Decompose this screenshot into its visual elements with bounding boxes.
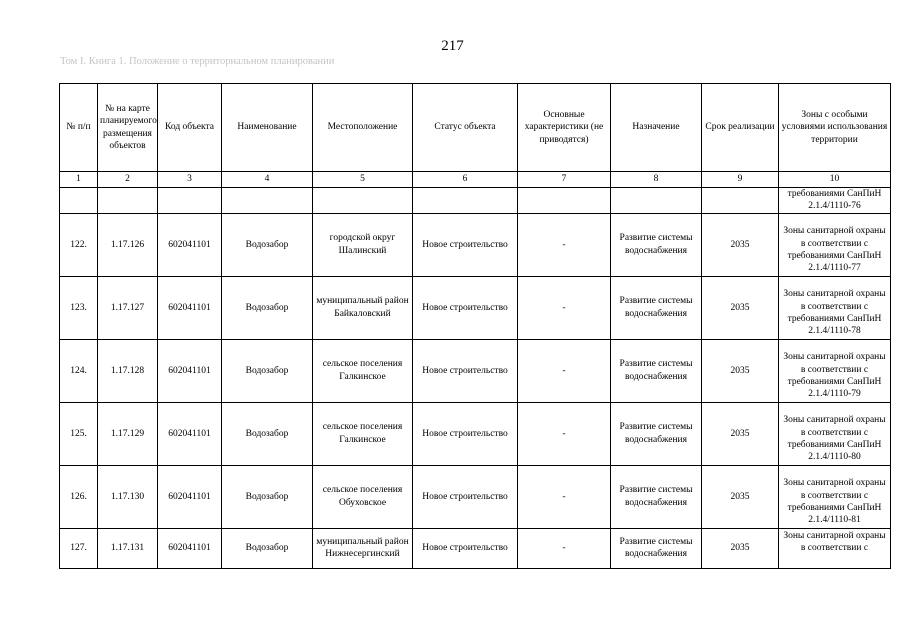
- map-number: 1.17.129: [98, 402, 158, 465]
- object-name: Водозабор: [222, 339, 313, 402]
- object-name: Водозабор: [222, 213, 313, 276]
- column-number-row: [60, 172, 891, 188]
- object-status: Новое строительство: [413, 465, 518, 528]
- header-row: [60, 84, 891, 172]
- zone-cell: Зоны санитарной охраны в соответствии с требованиями СанПиН 2.1.4/1110-77: [779, 213, 891, 276]
- zone-cell: требованиями СанПиН 2.1.4/1110-76: [779, 188, 891, 214]
- location: городской округ Шалинский: [313, 213, 413, 276]
- header-cell: Местоположение: [313, 84, 413, 172]
- map-number: 1.17.126: [98, 213, 158, 276]
- characteristics: -: [518, 213, 611, 276]
- column-number: 10: [779, 172, 891, 188]
- location: сельское поселения Галкинское: [313, 402, 413, 465]
- characteristics: -: [518, 339, 611, 402]
- location: муниципальный район Байкаловский: [313, 276, 413, 339]
- column-number: 4: [222, 172, 313, 188]
- header-cell: Назначение: [611, 84, 702, 172]
- zone-cell: Зоны санитарной охраны в соответствии с требованиями СанПиН 2.1.4/1110-78: [779, 276, 891, 339]
- table-row: [60, 402, 891, 465]
- object-code: 602041101: [158, 276, 222, 339]
- header-cell: № п/п: [60, 84, 98, 172]
- column-number: 6: [413, 172, 518, 188]
- header-cell: Статус объекта: [413, 84, 518, 172]
- header-cell: Наименование: [222, 84, 313, 172]
- location: сельское поселения Галкинское: [313, 339, 413, 402]
- map-number: 1.17.131: [98, 528, 158, 568]
- purpose: Развитие системы водоснабжения: [611, 339, 702, 402]
- row-number: 122.: [60, 213, 98, 276]
- term: 2035: [702, 276, 779, 339]
- table-row: [60, 465, 891, 528]
- characteristics: -: [518, 402, 611, 465]
- zone-cell: Зоны санитарной охраны в соответствии с требованиями СанПиН 2.1.4/1110-80: [779, 402, 891, 465]
- term: 2035: [702, 213, 779, 276]
- object-status: Новое строительство: [413, 213, 518, 276]
- table-row: [60, 213, 891, 276]
- object-code: 602041101: [158, 465, 222, 528]
- location: муниципальный район Нижнесергинский: [313, 528, 413, 568]
- row-number: 124.: [60, 339, 98, 402]
- column-number: 9: [702, 172, 779, 188]
- purpose: Развитие системы водоснабжения: [611, 276, 702, 339]
- characteristics: -: [518, 528, 611, 568]
- term: 2035: [702, 339, 779, 402]
- object-status: Новое строительство: [413, 276, 518, 339]
- running-header: Том I. Книга 1. Положение о территориальном планировании: [60, 56, 335, 67]
- page-number: 217: [441, 38, 464, 54]
- column-number: 7: [518, 172, 611, 188]
- header-cell: Зоны с особыми условиями использования территории: [779, 84, 891, 172]
- purpose: Развитие системы водоснабжения: [611, 402, 702, 465]
- table-row: [60, 276, 891, 339]
- header-cell: Основные характеристики (не приводятся): [518, 84, 611, 172]
- zone-cell: Зоны санитарной охраны в соответствии с требованиями СанПиН 2.1.4/1110-79: [779, 339, 891, 402]
- row-number: 127.: [60, 528, 98, 568]
- column-number: 8: [611, 172, 702, 188]
- characteristics: -: [518, 465, 611, 528]
- column-number: 3: [158, 172, 222, 188]
- zone-cell: Зоны санитарной охраны в соответствии с требованиями СанПиН 2.1.4/1110-81: [779, 465, 891, 528]
- object-name: Водозабор: [222, 402, 313, 465]
- column-number: 2: [98, 172, 158, 188]
- characteristics: -: [518, 276, 611, 339]
- header-cell: № на карте планируемого размещения объектов: [98, 84, 158, 172]
- object-status: Новое строительство: [413, 402, 518, 465]
- object-status: Новое строительство: [413, 528, 518, 568]
- row-number: 126.: [60, 465, 98, 528]
- column-number: 5: [313, 172, 413, 188]
- header-cell: Код объекта: [158, 84, 222, 172]
- term: 2035: [702, 402, 779, 465]
- object-name: Водозабор: [222, 528, 313, 568]
- row-number: 123.: [60, 276, 98, 339]
- object-status: Новое строительство: [413, 339, 518, 402]
- object-name: Водозабор: [222, 276, 313, 339]
- object-name: Водозабор: [222, 465, 313, 528]
- continuation-row: [60, 188, 891, 214]
- object-code: 602041101: [158, 213, 222, 276]
- term: 2035: [702, 528, 779, 568]
- object-code: 602041101: [158, 402, 222, 465]
- column-number: 1: [60, 172, 98, 188]
- table-row: [60, 339, 891, 402]
- location: сельское поселения Обуховское: [313, 465, 413, 528]
- term: 2035: [702, 465, 779, 528]
- purpose: Развитие системы водоснабжения: [611, 465, 702, 528]
- row-number: 125.: [60, 402, 98, 465]
- map-number: 1.17.128: [98, 339, 158, 402]
- objects-table: [59, 83, 891, 569]
- zone-cell: Зоны санитарной охраны в соответствии с: [779, 528, 891, 568]
- table-row: [60, 528, 891, 568]
- object-code: 602041101: [158, 339, 222, 402]
- map-number: 1.17.130: [98, 465, 158, 528]
- purpose: Развитие системы водоснабжения: [611, 528, 702, 568]
- purpose: Развитие системы водоснабжения: [611, 213, 702, 276]
- object-code: 602041101: [158, 528, 222, 568]
- header-cell: Срок реализации: [702, 84, 779, 172]
- map-number: 1.17.127: [98, 276, 158, 339]
